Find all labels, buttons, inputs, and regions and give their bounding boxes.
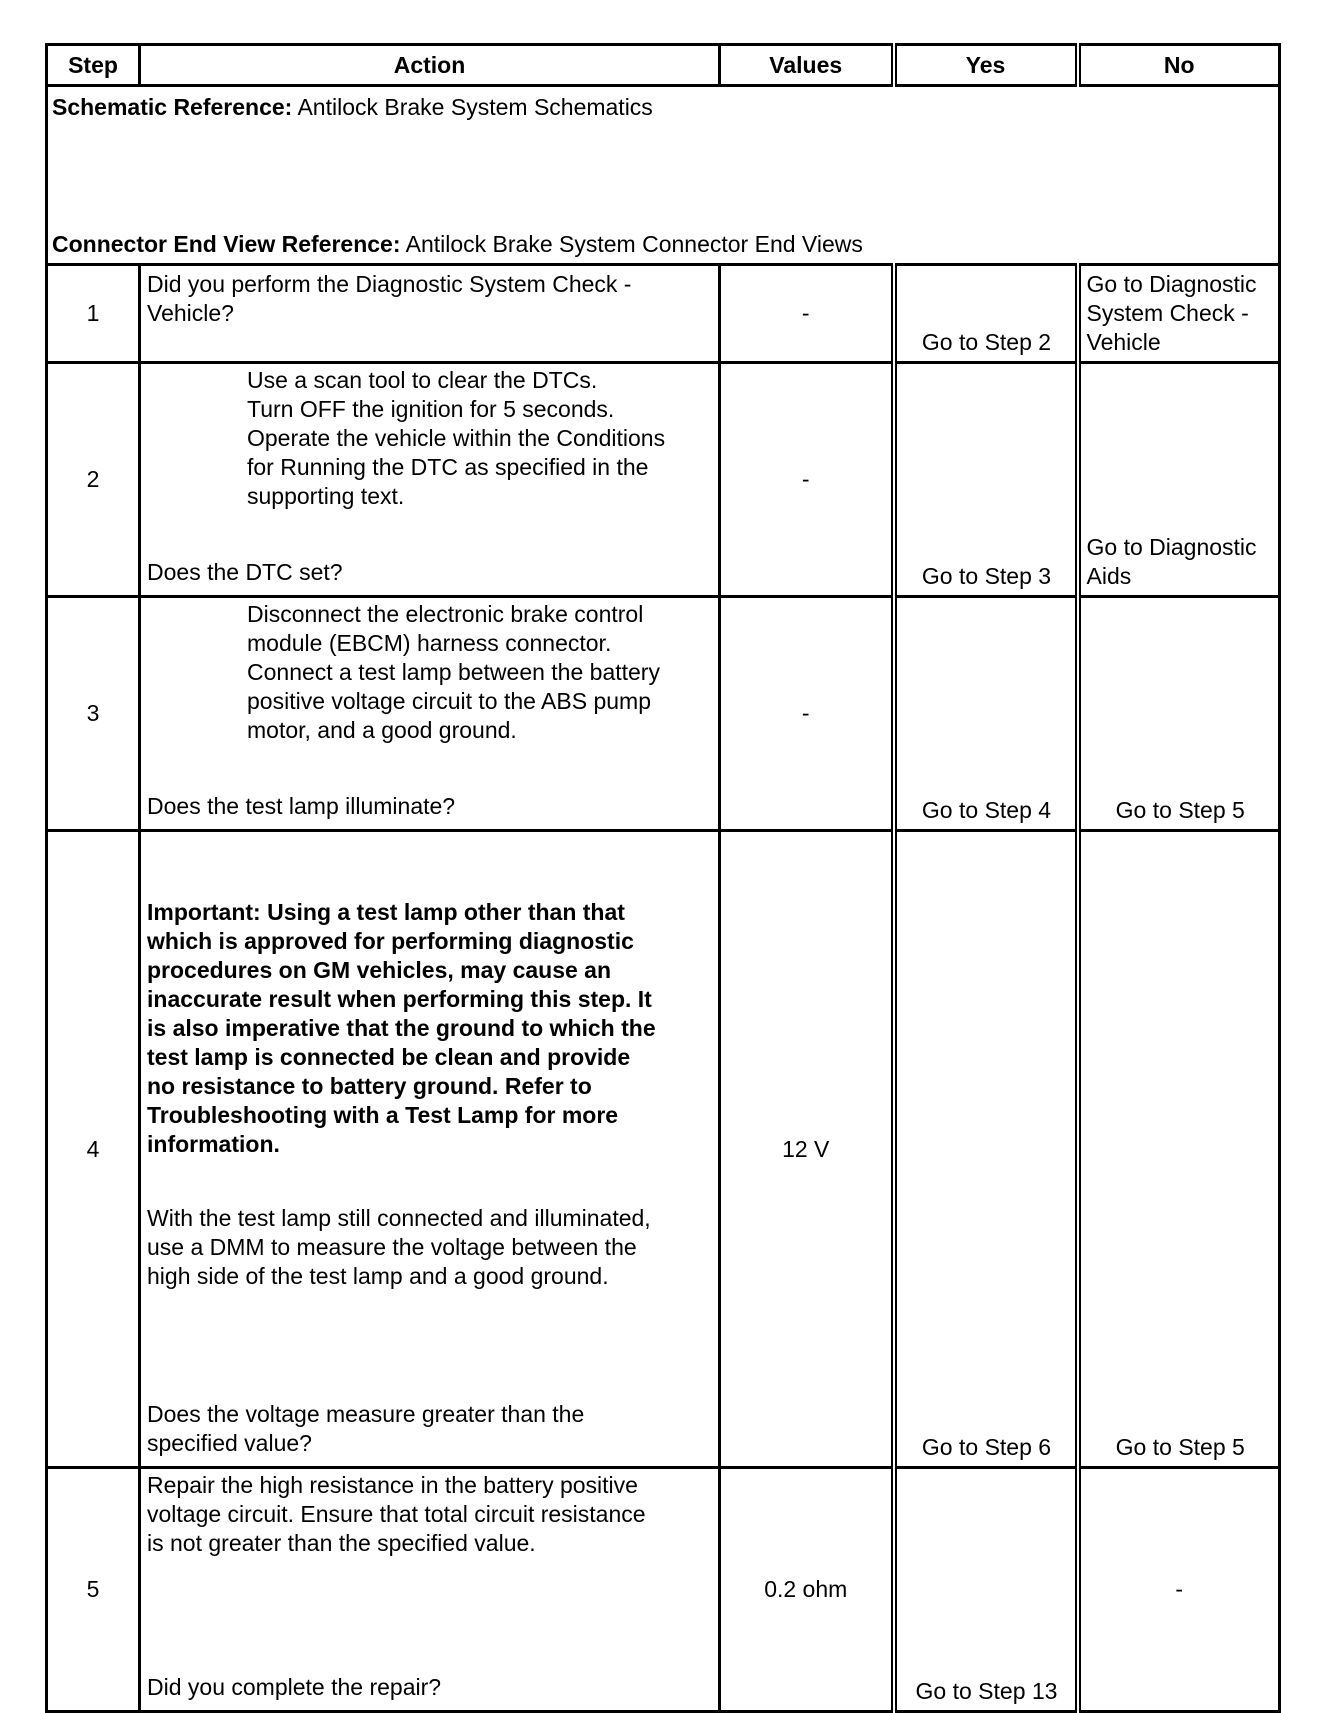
action-line: supporting text. — [247, 483, 405, 509]
action-line: Repair the high resistance in the battery positive — [147, 1472, 638, 1498]
action-line: use a DMM to measure the voltage between the — [147, 1234, 637, 1260]
action-question: Does the test lamp illuminate? — [147, 793, 456, 819]
no-link[interactable]: Go to Step 5 — [1078, 597, 1280, 831]
yes-link[interactable]: Go to Step 13 — [894, 1468, 1078, 1712]
action-cell — [140, 363, 720, 597]
value-cell: - — [720, 363, 894, 597]
no-link[interactable] — [1078, 363, 1280, 597]
action-line: Connect a test lamp between the battery — [247, 659, 660, 685]
action-question — [147, 1400, 584, 1458]
table-row — [47, 363, 1280, 597]
action-line: Disconnect the electronic brake control — [247, 601, 644, 627]
connector-reference-label: Connector End View Reference: — [52, 231, 401, 257]
value-cell: 0.2 ohm — [720, 1468, 894, 1712]
header-action: Action — [140, 45, 720, 86]
no-line: Aids — [1086, 563, 1132, 589]
value-cell: 12 V — [720, 831, 894, 1468]
action-cell — [140, 831, 720, 1468]
schematic-reference-label: Schematic Reference: — [52, 94, 293, 120]
step-number: 5 — [47, 1468, 140, 1712]
yes-link[interactable]: Go to Step 6 — [894, 831, 1078, 1468]
action-line: Did you perform the Diagnostic System Check - — [147, 271, 632, 297]
action-line: voltage circuit. Ensure that total circuit resistance — [147, 1501, 646, 1527]
yes-link[interactable]: Go to Step 2 — [894, 265, 1078, 363]
value-cell: - — [720, 597, 894, 831]
action-question: Did you complete the repair? — [147, 1674, 442, 1700]
schematic-reference — [52, 93, 1274, 122]
action-instructions — [147, 600, 712, 745]
connector-reference-link[interactable]: Antilock Brake System Connector End Views — [405, 231, 863, 257]
schematic-reference-link[interactable]: Antilock Brake System Schematics — [297, 94, 653, 120]
no-line: Go to Diagnostic — [1086, 534, 1257, 560]
header-row — [47, 45, 1280, 86]
action-instructions — [147, 366, 712, 511]
no-value: - — [1078, 1468, 1280, 1712]
action-cell — [140, 265, 720, 363]
header-yes: Yes — [894, 45, 1078, 86]
important-line: procedures on GM vehicles, may cause an — [147, 957, 612, 983]
header-step: Step — [47, 45, 140, 86]
action-line: Turn OFF the ignition for 5 seconds. — [247, 396, 615, 422]
action-line: With the test lamp still connected and illuminated, — [147, 1205, 651, 1231]
table-row — [47, 1468, 1280, 1712]
action-line: Operate the vehicle within the Conditions — [247, 425, 666, 451]
value-cell: - — [720, 265, 894, 363]
action-cell — [140, 1468, 720, 1712]
table-row — [47, 831, 1280, 1468]
diagnostic-document — [45, 43, 1278, 1713]
table-row — [47, 265, 1280, 363]
step-number: 4 — [47, 831, 140, 1468]
important-line: inaccurate result when performing this step. It — [147, 986, 652, 1012]
question-line: Does the voltage measure greater than the — [147, 1401, 585, 1427]
step-number: 3 — [47, 597, 140, 831]
no-line: Vehicle — [1086, 329, 1161, 355]
important-note — [147, 898, 656, 1159]
action-wrap — [147, 834, 712, 1458]
action-question: Does the DTC set? — [147, 559, 343, 585]
important-line: Important: Using a test lamp other than that — [147, 899, 625, 925]
table-row — [47, 597, 1280, 831]
action-line: is not greater than the specified value. — [147, 1530, 536, 1556]
action-wrap — [147, 600, 712, 821]
action-line: Use a scan tool to clear the DTCs. — [247, 367, 598, 393]
action-instructions — [147, 1204, 651, 1291]
action-instructions — [147, 1471, 712, 1558]
action-line: Vehicle? — [147, 300, 234, 326]
reference-row — [47, 86, 1280, 265]
action-cell — [140, 597, 720, 831]
important-line: is also imperative that the ground to which the — [147, 1015, 656, 1041]
action-text — [147, 270, 712, 328]
connector-reference — [52, 230, 863, 259]
important-line: information. — [147, 1131, 280, 1157]
action-line: motor, and a good ground. — [247, 717, 517, 743]
no-line: System Check - — [1086, 300, 1249, 326]
yes-link[interactable]: Go to Step 3 — [894, 363, 1078, 597]
action-line: for Running the DTC as specified in the — [247, 454, 649, 480]
no-line: Go to Diagnostic — [1086, 271, 1257, 297]
important-line: Troubleshooting with a Test Lamp for more — [147, 1102, 619, 1128]
header-no: No — [1078, 45, 1280, 86]
important-line: test lamp is connected be clean and provide — [147, 1044, 631, 1070]
action-wrap — [147, 366, 712, 587]
no-link[interactable]: Go to Step 5 — [1078, 831, 1280, 1468]
header-values: Values — [720, 45, 894, 86]
important-line: no resistance to battery ground. Refer to — [147, 1073, 592, 1099]
step-number: 2 — [47, 363, 140, 597]
action-line: high side of the test lamp and a good ground. — [147, 1263, 609, 1289]
action-wrap — [147, 1471, 712, 1702]
action-line: module (EBCM) harness connector. — [247, 630, 612, 656]
no-link[interactable] — [1078, 265, 1280, 363]
yes-link[interactable]: Go to Step 4 — [894, 597, 1078, 831]
question-line: specified value? — [147, 1430, 312, 1456]
step-number: 1 — [47, 265, 140, 363]
diagnostic-table — [45, 43, 1281, 1713]
important-line: which is approved for performing diagnostic — [147, 928, 634, 954]
reference-cell — [47, 86, 1280, 265]
action-line: positive voltage circuit to the ABS pump — [247, 688, 651, 714]
